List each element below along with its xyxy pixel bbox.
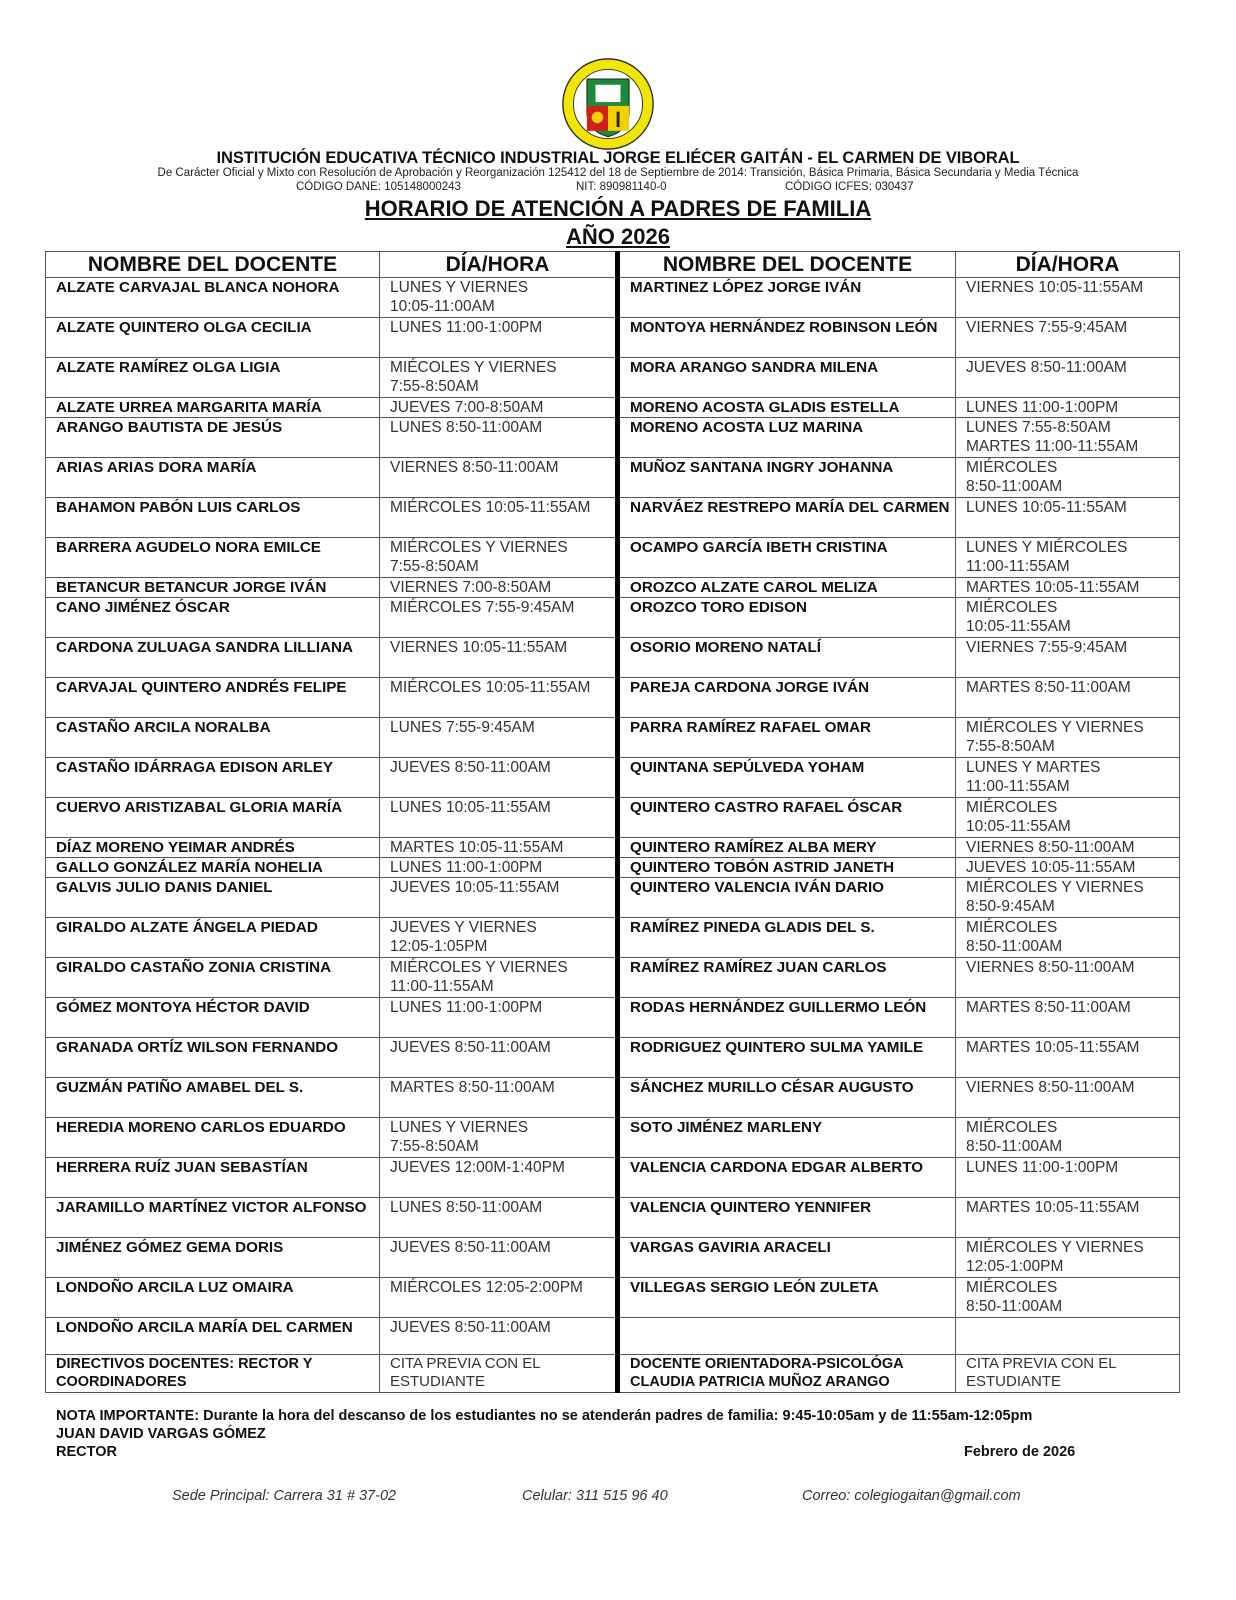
schedule-time: MIÉRCOLES Y VIERNES 12:05-1:00PM bbox=[956, 1238, 1180, 1278]
signer-role: RECTOR bbox=[56, 1444, 117, 1460]
header-docente: NOMBRE DEL DOCENTE bbox=[618, 252, 956, 278]
nit: NIT: 890981140-0 bbox=[576, 181, 667, 193]
schedule-time: MIÉRCOLES 8:50-11:00AM bbox=[956, 918, 1180, 958]
table-row bbox=[46, 1278, 1180, 1318]
teacher-name: MONTOYA HERNÁNDEZ ROBINSON LEÓN bbox=[618, 318, 956, 358]
schedule-time: JUEVES 8:50-11:00AM bbox=[380, 758, 618, 798]
document-date: Febrero de 2026 bbox=[964, 1444, 1076, 1460]
teacher-name: CASTAÑO IDÁRRAGA EDISON ARLEY bbox=[46, 758, 380, 798]
teacher-name: OROZCO TORO EDISON bbox=[618, 598, 956, 638]
schedule-time: MARTES 8:50-11:00AM bbox=[380, 1078, 618, 1118]
teacher-name: ALZATE CARVAJAL BLANCA NOHORA bbox=[46, 278, 380, 318]
schedule-time: MIÉRCOLES 7:55-9:45AM bbox=[380, 598, 618, 638]
teacher-name: CUERVO ARISTIZABAL GLORIA MARÍA bbox=[46, 798, 380, 838]
teacher-name: JIMÉNEZ GÓMEZ GEMA DORIS bbox=[46, 1238, 380, 1278]
teacher-name bbox=[618, 1318, 956, 1355]
table-row bbox=[46, 1158, 1180, 1198]
teacher-name: LONDOÑO ARCILA MARÍA DEL CARMEN bbox=[46, 1318, 380, 1355]
table-row bbox=[46, 838, 1180, 858]
schedule-time: VIERNES 8:50-11:00AM bbox=[956, 958, 1180, 998]
schedule-time: MIÉRCOLES 8:50-11:00AM bbox=[956, 1278, 1180, 1318]
table-row bbox=[46, 418, 1180, 458]
teacher-name: RODRIGUEZ QUINTERO SULMA YAMILE bbox=[618, 1038, 956, 1078]
page-year-text: AÑO 2026 bbox=[566, 224, 670, 249]
schedule-time: JUEVES 10:05-11:55AM bbox=[380, 878, 618, 918]
page-title bbox=[0, 196, 1236, 222]
institution-subtitle: De Carácter Oficial y Mixto con Resolución de Aprobación y Reorganización 125412 del 18 de Septiembre de 2014: Transición, Básica Primaria, Básica Secundaria y Media Técnica bbox=[157, 167, 1079, 179]
schedule-time: MIÉRCOLES Y VIERNES 7:55-8:50AM bbox=[380, 538, 618, 578]
schedule-time: VIERNES 7:55-9:45AM bbox=[956, 318, 1180, 358]
teacher-name: MUÑOZ SANTANA INGRY JOHANNA bbox=[618, 458, 956, 498]
table-row bbox=[46, 278, 1180, 318]
teacher-name: RAMÍREZ RAMÍREZ JUAN CARLOS bbox=[618, 958, 956, 998]
table-body bbox=[46, 278, 1180, 1393]
schedule-time: LUNES 10:05-11:55AM bbox=[380, 798, 618, 838]
schedule-time: MIÉRCOLES 8:50-11:00AM bbox=[956, 1118, 1180, 1158]
schedule-time: JUEVES 8:50-11:00AM bbox=[380, 1318, 618, 1355]
schedule-time: MIÉRCOLES 12:05-2:00PM bbox=[380, 1278, 618, 1318]
schedule-time: LUNES 8:50-11:00AM bbox=[380, 1198, 618, 1238]
teacher-name: OSORIO MORENO NATALÍ bbox=[618, 638, 956, 678]
schedule-time: MIÉCOLES Y VIERNES 7:55-8:50AM bbox=[380, 358, 618, 398]
schedule-time: VIERNES 10:05-11:55AM bbox=[956, 278, 1180, 318]
schedule-time: MARTES 10:05-11:55AM bbox=[380, 838, 618, 858]
codigo-icfes: CÓDIGO ICFES: 030437 bbox=[785, 181, 914, 193]
page-title-text: HORARIO DE ATENCIÓN A PADRES DE FAMILIA bbox=[364, 196, 872, 221]
teacher-name: CASTAÑO ARCILA NORALBA bbox=[46, 718, 380, 758]
teacher-name: QUINTERO TOBÓN ASTRID JANETH bbox=[618, 858, 956, 878]
teacher-name: VALENCIA QUINTERO YENNIFER bbox=[618, 1198, 956, 1238]
teacher-name: MORA ARANGO SANDRA MILENA bbox=[618, 358, 956, 398]
table-row bbox=[46, 538, 1180, 578]
header-dia-hora: DÍA/HORA bbox=[956, 252, 1180, 278]
schedule-time: VIERNES 8:50-11:00AM bbox=[956, 838, 1180, 858]
teacher-name: VILLEGAS SERGIO LEÓN ZULETA bbox=[618, 1278, 956, 1318]
schedule-time: MIÉRCOLES 8:50-11:00AM bbox=[956, 458, 1180, 498]
teacher-name: PARRA RAMÍREZ RAFAEL OMAR bbox=[618, 718, 956, 758]
teacher-name: GALLO GONZÁLEZ MARÍA NOHELIA bbox=[46, 858, 380, 878]
schedule-time: VIERNES 7:55-9:45AM bbox=[956, 638, 1180, 678]
teacher-name: ALZATE URREA MARGARITA MARÍA bbox=[46, 398, 380, 418]
schedule-time: JUEVES Y VIERNES 12:05-1:05PM bbox=[380, 918, 618, 958]
schedule-table bbox=[45, 251, 1180, 1393]
schedule-time: JUEVES 7:00-8:50AM bbox=[380, 398, 618, 418]
table-row bbox=[46, 1238, 1180, 1278]
teacher-name: BARRERA AGUDELO NORA EMILCE bbox=[46, 538, 380, 578]
schedule-time: LUNES Y MARTES 11:00-11:55AM bbox=[956, 758, 1180, 798]
teacher-name: PAREJA CARDONA JORGE IVÁN bbox=[618, 678, 956, 718]
table-row bbox=[46, 678, 1180, 718]
table-row bbox=[46, 398, 1180, 418]
teacher-name: ALZATE QUINTERO OLGA CECILIA bbox=[46, 318, 380, 358]
teacher-name: VARGAS GAVIRIA ARACELI bbox=[618, 1238, 956, 1278]
teacher-name: SOTO JIMÉNEZ MARLENY bbox=[618, 1118, 956, 1158]
schedule-time: MIÉRCOLES Y VIERNES 7:55-8:50AM bbox=[956, 718, 1180, 758]
teacher-name: ARANGO BAUTISTA DE JESÚS bbox=[46, 418, 380, 458]
teacher-name: GUZMÁN PATIÑO AMABEL DEL S. bbox=[46, 1078, 380, 1118]
table-row bbox=[46, 358, 1180, 398]
teacher-name: DOCENTE ORIENTADORA-PSICOLÓGA CLAUDIA PATRICIA MUÑOZ ARANGO bbox=[618, 1355, 956, 1393]
table-row bbox=[46, 798, 1180, 838]
schedule-time bbox=[956, 1318, 1180, 1355]
schedule-time: VIERNES 8:50-11:00AM bbox=[380, 458, 618, 498]
teacher-name: GALVIS JULIO DANIS DANIEL bbox=[46, 878, 380, 918]
teacher-name: JARAMILLO MARTÍNEZ VICTOR ALFONSO bbox=[46, 1198, 380, 1238]
table-row bbox=[46, 458, 1180, 498]
teacher-name: HEREDIA MORENO CARLOS EDUARDO bbox=[46, 1118, 380, 1158]
teacher-name: ALZATE RAMÍREZ OLGA LIGIA bbox=[46, 358, 380, 398]
table-row bbox=[46, 1318, 1180, 1355]
signer-name: JUAN DAVID VARGAS GÓMEZ bbox=[56, 1426, 266, 1442]
schedule-time: MARTES 8:50-11:00AM bbox=[956, 678, 1180, 718]
teacher-name: LONDOÑO ARCILA LUZ OMAIRA bbox=[46, 1278, 380, 1318]
codigo-dane: CÓDIGO DANE: 105148000243 bbox=[296, 181, 461, 193]
teacher-name: CANO JIMÉNEZ ÓSCAR bbox=[46, 598, 380, 638]
schedule-time: MIÉRCOLES Y VIERNES 11:00-11:55AM bbox=[380, 958, 618, 998]
table-row bbox=[46, 1118, 1180, 1158]
teacher-name: BAHAMON PABÓN LUIS CARLOS bbox=[46, 498, 380, 538]
table-row bbox=[46, 998, 1180, 1038]
table-row bbox=[46, 578, 1180, 598]
footer-phone: Celular: 311 515 96 40 bbox=[522, 1488, 668, 1504]
table-row bbox=[46, 498, 1180, 538]
teacher-name: GIRALDO CASTAÑO ZONIA CRISTINA bbox=[46, 958, 380, 998]
schedule-time: LUNES Y MIÉRCOLES 11:00-11:55AM bbox=[956, 538, 1180, 578]
institution-name: INSTITUCIÓN EDUCATIVA TÉCNICO INDUSTRIAL JORGE ELIÉCER GAITÁN - EL CARMEN DE VIBORAL bbox=[216, 149, 1020, 167]
header-dia-hora: DÍA/HORA bbox=[380, 252, 618, 278]
schedule-time: CITA PREVIA CON EL ESTUDIANTE bbox=[380, 1355, 618, 1393]
schedule-time: LUNES 11:00-1:00PM bbox=[380, 998, 618, 1038]
schedule-time: MIÉRCOLES Y VIERNES 8:50-9:45AM bbox=[956, 878, 1180, 918]
teacher-name: VALENCIA CARDONA EDGAR ALBERTO bbox=[618, 1158, 956, 1198]
schedule-time: MARTES 10:05-11:55AM bbox=[956, 1038, 1180, 1078]
teacher-name: ARIAS ARIAS DORA MARÍA bbox=[46, 458, 380, 498]
teacher-name: GÓMEZ MONTOYA HÉCTOR DAVID bbox=[46, 998, 380, 1038]
teacher-name: SÁNCHEZ MURILLO CÉSAR AUGUSTO bbox=[618, 1078, 956, 1118]
teacher-name: MORENO ACOSTA GLADIS ESTELLA bbox=[618, 398, 956, 418]
teacher-name: QUINTERO CASTRO RAFAEL ÓSCAR bbox=[618, 798, 956, 838]
teacher-name: OCAMPO GARCÍA IBETH CRISTINA bbox=[618, 538, 956, 578]
schedule-time: LUNES 10:05-11:55AM bbox=[956, 498, 1180, 538]
schedule-time: JUEVES 8:50-11:00AM bbox=[380, 1038, 618, 1078]
schedule-time: MIÉRCOLES 10:05-11:55AM bbox=[380, 498, 618, 538]
schedule-time: CITA PREVIA CON EL ESTUDIANTE bbox=[956, 1355, 1180, 1393]
footer-email: Correo: colegiogaitan@gmail.com bbox=[802, 1488, 1021, 1504]
teacher-name: DÍAZ MORENO YEIMAR ANDRÉS bbox=[46, 838, 380, 858]
schedule-time: JUEVES 10:05-11:55AM bbox=[956, 858, 1180, 878]
schedule-time: VIERNES 8:50-11:00AM bbox=[956, 1078, 1180, 1118]
teacher-name: GRANADA ORTÍZ WILSON FERNANDO bbox=[46, 1038, 380, 1078]
table-row bbox=[46, 718, 1180, 758]
table-row bbox=[46, 878, 1180, 918]
schedule-time: LUNES 7:55-9:45AM bbox=[380, 718, 618, 758]
schedule-time: LUNES 11:00-1:00PM bbox=[956, 1158, 1180, 1198]
teacher-name: RAMÍREZ PINEDA GLADIS DEL S. bbox=[618, 918, 956, 958]
schedule-time: MIÉRCOLES 10:05-11:55AM bbox=[956, 798, 1180, 838]
table-row bbox=[46, 1355, 1180, 1393]
teacher-name: MARTINEZ LÓPEZ JORGE IVÁN bbox=[618, 278, 956, 318]
schedule-time: LUNES Y VIERNES 10:05-11:00AM bbox=[380, 278, 618, 318]
schedule-time: MARTES 10:05-11:55AM bbox=[956, 578, 1180, 598]
schedule-time: MIÉRCOLES 10:05-11:55AM bbox=[380, 678, 618, 718]
schedule-time: LUNES 11:00-1:00PM bbox=[380, 318, 618, 358]
schedule-time: MIÉRCOLES 10:05-11:55AM bbox=[956, 598, 1180, 638]
teacher-name: QUINTERO VALENCIA IVÁN DARIO bbox=[618, 878, 956, 918]
table-row bbox=[46, 1078, 1180, 1118]
table-header-row bbox=[46, 252, 1180, 278]
teacher-name: MORENO ACOSTA LUZ MARINA bbox=[618, 418, 956, 458]
teacher-name: DIRECTIVOS DOCENTES: RECTOR Y COORDINADORES bbox=[46, 1355, 380, 1393]
table-row bbox=[46, 918, 1180, 958]
teacher-name: CARVAJAL QUINTERO ANDRÉS FELIPE bbox=[46, 678, 380, 718]
schedule-time: LUNES Y VIERNES 7:55-8:50AM bbox=[380, 1118, 618, 1158]
schedule-time: LUNES 11:00-1:00PM bbox=[956, 398, 1180, 418]
table-row bbox=[46, 1198, 1180, 1238]
teacher-name: QUINTANA SEPÚLVEDA YOHAM bbox=[618, 758, 956, 798]
teacher-name: BETANCUR BETANCUR JORGE IVÁN bbox=[46, 578, 380, 598]
schedule-time: JUEVES 8:50-11:00AM bbox=[380, 1238, 618, 1278]
table-row bbox=[46, 598, 1180, 638]
table-row bbox=[46, 638, 1180, 678]
header-docente: NOMBRE DEL DOCENTE bbox=[46, 252, 380, 278]
teacher-name: RODAS HERNÁNDEZ GUILLERMO LEÓN bbox=[618, 998, 956, 1038]
schedule-time: MARTES 10:05-11:55AM bbox=[956, 1198, 1180, 1238]
table-row bbox=[46, 318, 1180, 358]
teacher-name: CARDONA ZULUAGA SANDRA LILLIANA bbox=[46, 638, 380, 678]
important-note: NOTA IMPORTANTE: Durante la hora del descanso de los estudiantes no se atenderán padres de familia: 9:45-10:05am y de 11:55am-12:05pm bbox=[56, 1408, 1033, 1424]
schedule-time: LUNES 7:55-8:50AM MARTES 11:00-11:55AM bbox=[956, 418, 1180, 458]
table-row bbox=[46, 858, 1180, 878]
schedule-time: LUNES 8:50-11:00AM bbox=[380, 418, 618, 458]
teacher-name: GIRALDO ALZATE ÁNGELA PIEDAD bbox=[46, 918, 380, 958]
table-row bbox=[46, 1038, 1180, 1078]
teacher-name: QUINTERO RAMÍREZ ALBA MERY bbox=[618, 838, 956, 858]
schedule-time: MARTES 8:50-11:00AM bbox=[956, 998, 1180, 1038]
schedule-time: VIERNES 7:00-8:50AM bbox=[380, 578, 618, 598]
table-row bbox=[46, 958, 1180, 998]
schedule-time: VIERNES 10:05-11:55AM bbox=[380, 638, 618, 678]
footer-address: Sede Principal: Carrera 31 # 37-02 bbox=[172, 1488, 397, 1504]
teacher-name: OROZCO ALZATE CAROL MELIZA bbox=[618, 578, 956, 598]
teacher-name: HERRERA RUÍZ JUAN SEBASTÍAN bbox=[46, 1158, 380, 1198]
institution-logo bbox=[560, 56, 656, 152]
schedule-time: JUEVES 12:00M-1:40PM bbox=[380, 1158, 618, 1198]
schedule-time: JUEVES 8:50-11:00AM bbox=[956, 358, 1180, 398]
table-row bbox=[46, 758, 1180, 798]
page-year bbox=[0, 224, 1236, 250]
schedule-time: LUNES 11:00-1:00PM bbox=[380, 858, 618, 878]
teacher-name: NARVÁEZ RESTREPO MARÍA DEL CARMEN bbox=[618, 498, 956, 538]
